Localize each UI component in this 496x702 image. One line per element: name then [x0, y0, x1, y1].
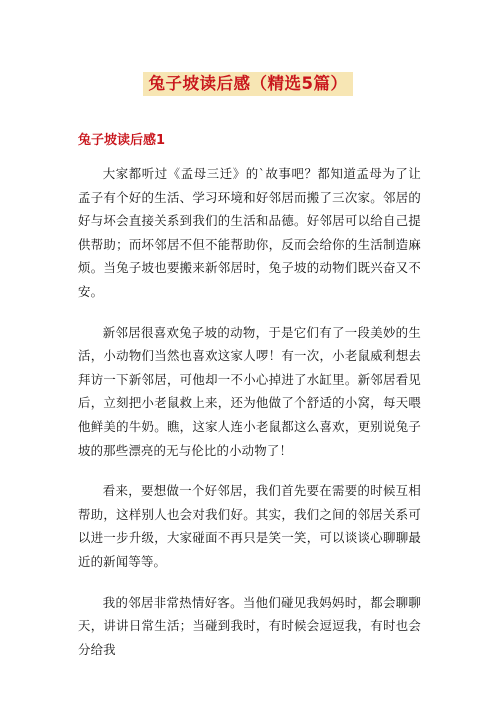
section-heading: 兔子坡读后感1 [78, 133, 166, 148]
paragraph: 我的邻居非常热情好客。当他们碰见我妈妈时，都会聊聊天，讲讲日常生活；当碰到我时，有时候会逗逗我，有时也会分给我 [78, 594, 421, 657]
document-title: 兔子坡读后感（精选5篇） [143, 72, 354, 96]
article-body [78, 162, 421, 678]
title-container [0, 72, 496, 96]
paragraph: 新邻居很喜欢兔子坡的动物，于是它们有了一段美妙的生活，小动物们当然也喜欢这家人啰！有一次，小老鼠威利想去拜访一下新邻居，可他却一不小心掉进了水缸里。新邻居看见后，立刻把小老鼠救上来，还为他做了个舒适的小窝，每天喂他鲜美的牛奶。瞧，这家人连小老鼠都这么喜欢，更别说兔子坡的那些漂亮的无与伦比的小动物了！ [78, 324, 421, 458]
paragraph: 看来，要想做一个好邻居，我们首先要在需要的时候互相帮助，这样别人也会对我们好。其实，我们之间的邻居关系可以进一步升级，大家碰面不再只是笑一笑，可以谈谈心聊聊最近的新闻等等。 [78, 483, 421, 569]
paragraph: 大家都听过《孟母三迁》的`故事吧？都知道孟母为了让孟子有个好的生活、学习环境和好邻居而搬了三次家。邻居的好与坏会直接关系到我们的生活和品德。好邻居可以给自己提供帮助；而坏邻居不但不能帮助你，反而会给你的生活制造麻烦。当兔子坡也要搬来新邻居时，兔子坡的动物们既兴奋又不安。 [78, 166, 421, 299]
